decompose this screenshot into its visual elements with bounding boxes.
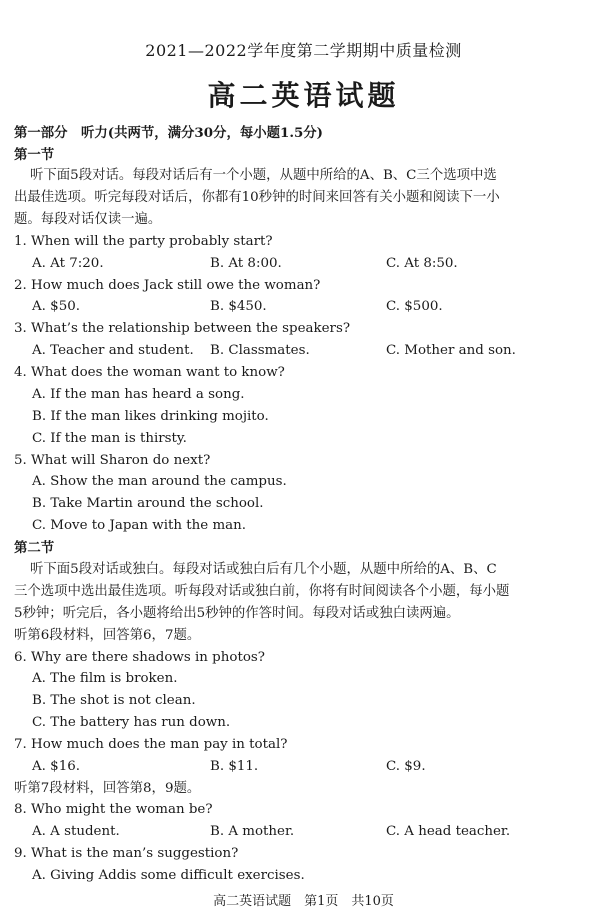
option-c: C. Mother and son.: [386, 343, 516, 358]
option-a: A. $50.: [32, 299, 80, 314]
part1-heading: 第一部分 听力(共两节，满分30分，每小题1.5分): [14, 125, 324, 141]
section2-heading: 第二节: [14, 540, 55, 556]
option-b: B. $450.: [210, 299, 267, 314]
option-b: B. Classmates.: [210, 343, 310, 358]
option-a: A. If the man has heard a song.: [32, 387, 245, 402]
question-stem: 1. When will the party probably start?: [14, 234, 273, 249]
option-b: B. At 8:00.: [210, 256, 282, 271]
option-a: A. A student.: [32, 824, 120, 839]
section1-instruction-line: 听下面5段对话。每段对话后有一个小题，从题中所给的A、B、C三个选项中选: [30, 168, 497, 183]
section2-instruction-line: 三个选项中选出最佳选项。听每段对话或独白前，你将有时间阅读各个小题，每小题: [14, 584, 510, 599]
question-stem: 7. How much does the man pay in total?: [14, 737, 288, 752]
option-a: A. $16.: [32, 759, 80, 774]
option-a: A. At 7:20.: [32, 256, 104, 271]
option-b: B. A mother.: [210, 824, 295, 839]
option-b: B. The shot is not clean.: [32, 693, 196, 708]
option-b: B. If the man likes drinking mojito.: [32, 409, 269, 424]
option-b: B. $11.: [210, 759, 259, 774]
option-a: A. Show the man around the campus.: [32, 474, 287, 489]
option-c: C. Move to Japan with the man.: [32, 518, 247, 533]
option-c: C. The battery has run down.: [32, 715, 231, 730]
section2-instruction-line: 5秒钟；听完后，各小题将给出5秒钟的作答时间。每段对话或独白读两遍。: [14, 606, 460, 621]
section2-instruction-line: 听下面5段对话或独白。每段对话或独白后有几个小题，从题中所给的A、B、C: [30, 562, 497, 577]
question-stem: 8. Who might the woman be?: [14, 802, 213, 817]
option-a: A. Teacher and student.: [32, 343, 194, 358]
option-c: C. At 8:50.: [386, 256, 458, 271]
option-a: A. The film is broken.: [32, 671, 178, 686]
option-c: C. $9.: [386, 759, 426, 774]
exam-title: 2021—2022学年度第二学期期中质量检测: [145, 41, 462, 60]
section1-heading: 第一节: [14, 147, 55, 163]
section1-instruction-line: 出最佳选项。听完每段对话后，你都有10秒钟的时间来回答有关小题和阅读下一小: [14, 190, 500, 205]
question-stem: 3. What’s the relationship between the speakers?: [14, 321, 351, 336]
page-footer: 高二英语试题 第1页 共10页: [213, 894, 394, 909]
option-c: C. $500.: [386, 299, 443, 314]
subject-title: 高二英语试题: [207, 79, 400, 112]
question-stem: 5. What will Sharon do next?: [14, 453, 211, 468]
material-note: 听第7段材料，回答第8，9题。: [14, 781, 201, 796]
question-stem: 4. What does the woman want to know?: [14, 365, 285, 380]
question-stem: 2. How much does Jack still owe the woman?: [14, 278, 321, 293]
option-a: A. Giving Addis some difficult exercises.: [32, 868, 305, 883]
option-c: C. A head teacher.: [386, 824, 511, 839]
question-stem: 9. What is the man’s suggestion?: [14, 846, 239, 861]
option-c: C. If the man is thirsty.: [32, 431, 187, 446]
question-stem: 6. Why are there shadows in photos?: [14, 650, 265, 665]
option-b: B. Take Martin around the school.: [32, 496, 264, 511]
material-note: 听第6段材料，回答第6，7题。: [14, 628, 201, 643]
section1-instruction-line: 题。每段对话仅读一遍。: [14, 212, 162, 227]
